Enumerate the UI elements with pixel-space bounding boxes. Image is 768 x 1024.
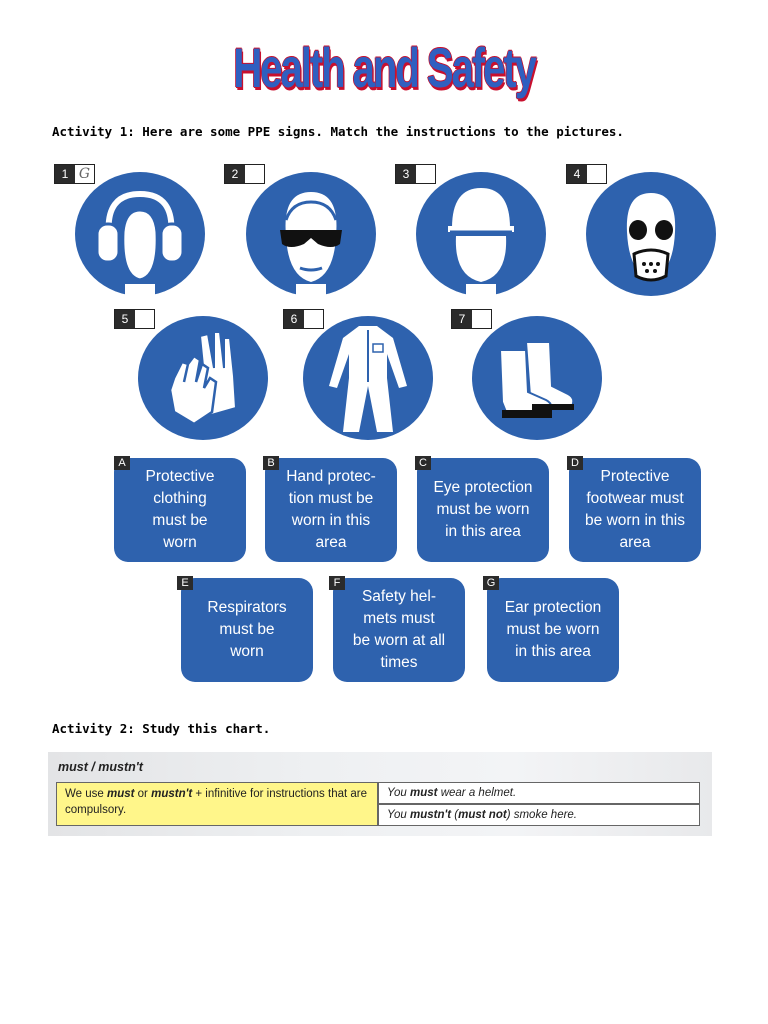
gloves-icon [138, 316, 268, 440]
instruction-card-e: Respirators must be worn [181, 578, 313, 682]
instruction-card-b: Hand protec- tion must be worn in this area [265, 458, 397, 562]
instruction-letter-a: A [114, 456, 130, 470]
instruction-card-a: Protective clothing must be worn [114, 458, 246, 562]
sign-number-1: 1 G [54, 164, 95, 184]
sign-number-6: 6 [283, 309, 324, 329]
sign-number-3: 3 [395, 164, 436, 184]
instruction-letter-e: E [177, 576, 193, 590]
grammar-chart [48, 752, 712, 836]
instruction-letter-c: C [415, 456, 431, 470]
respirator-icon [586, 172, 716, 296]
instruction-letter-d: D [567, 456, 583, 470]
instruction-letter-g: G [483, 576, 499, 590]
page-title: Health and Safety [233, 36, 535, 99]
instruction-letter-b: B [263, 456, 279, 470]
sign-number-7: 7 [451, 309, 492, 329]
sign-number-4: 4 [566, 164, 607, 184]
example-must: You must wear a helmet. [378, 782, 700, 804]
grammar-rule: We use must or mustn't + infinitive for instructions that are compulsory. [56, 782, 378, 826]
chart-heading: must / mustn't [58, 760, 143, 774]
ear-protection-icon [75, 172, 205, 296]
activity-1-instruction: Activity 1: Here are some PPE signs. Match the instructions to the pictures. [52, 124, 624, 139]
instruction-card-c: Eye protection must be worn in this area [417, 458, 549, 562]
instruction-card-d: Protective footwear must be worn in this area [569, 458, 701, 562]
example-mustnt: You mustn't (must not) smoke here. [378, 804, 700, 826]
safety-glasses-icon [246, 172, 376, 296]
sign-number-2: 2 [224, 164, 265, 184]
coverall-icon [303, 316, 433, 440]
safety-helmet-icon [416, 172, 546, 296]
sign-number-5: 5 [114, 309, 155, 329]
instruction-letter-f: F [329, 576, 345, 590]
safety-boots-icon [472, 316, 602, 440]
instruction-card-g: Ear protection must be worn in this area [487, 578, 619, 682]
activity-2-instruction: Activity 2: Study this chart. [52, 721, 271, 736]
instruction-card-f: Safety hel- mets must be worn at all times [333, 578, 465, 682]
answer-box-1[interactable]: G [75, 165, 94, 183]
